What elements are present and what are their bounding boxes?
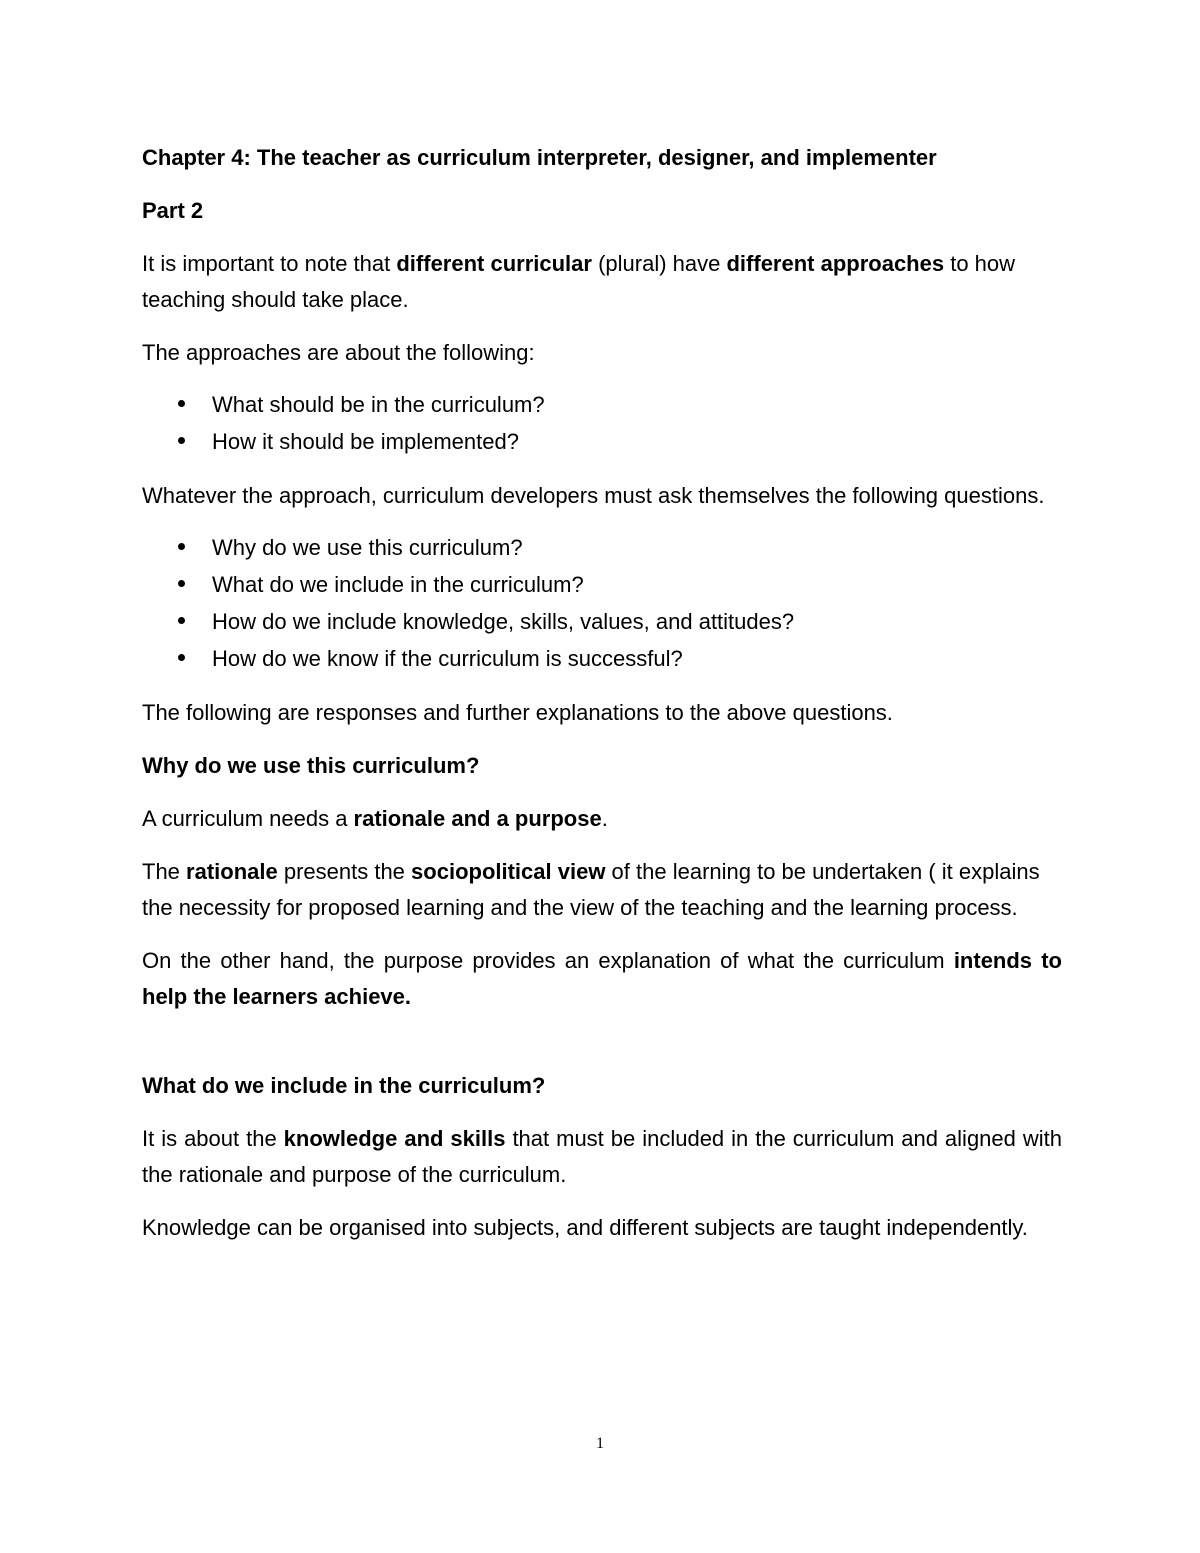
- responses-intro: The following are responses and further explanations to the above questions.: [142, 700, 893, 725]
- list-item: [142, 386, 1062, 423]
- section-heading-what: What do we include in the curriculum?: [142, 1073, 546, 1098]
- list-item-text: What should be in the curriculum?: [212, 392, 545, 417]
- list-item-text: How do we include knowledge, skills, values, and attitudes?: [212, 609, 795, 634]
- bold-run: rationale and a purpose: [353, 806, 602, 831]
- part-heading: Part 2: [142, 198, 204, 223]
- approaches-list: [142, 386, 1062, 460]
- knowledge-skills-paragraph: [142, 1121, 1062, 1193]
- chapter-title: Chapter 4: The teacher as curriculum interpreter, designer, and implementer: [142, 145, 937, 170]
- bullet-icon: [178, 654, 185, 661]
- list-item-text: How do we know if the curriculum is successful?: [212, 646, 683, 671]
- questions-list: [142, 529, 1062, 677]
- page-number: 1: [596, 1435, 604, 1452]
- bullet-icon: [178, 617, 185, 624]
- bold-run: sociopolitical view: [411, 859, 606, 884]
- list-item: [142, 640, 1062, 677]
- text-run: .: [601, 806, 608, 831]
- subjects-paragraph: Knowledge can be organised into subjects, and different subjects are taught independently.: [142, 1215, 1028, 1240]
- list-item: [142, 566, 1062, 603]
- intro-text-3: to how teaching should take place.: [142, 251, 1016, 312]
- rationale-purpose-paragraph: [142, 801, 1062, 837]
- text-run: It is about the: [142, 1126, 284, 1151]
- list-item: [142, 423, 1062, 460]
- bullet-icon: [178, 400, 185, 407]
- intro-bold-2: different approaches: [726, 251, 945, 276]
- intro-paragraph: [142, 246, 1062, 318]
- blank-line: [142, 1032, 1062, 1068]
- bold-run: knowledge and skills: [283, 1126, 506, 1151]
- list-item: [142, 603, 1062, 640]
- text-run: presents the: [277, 859, 412, 884]
- purpose-paragraph: [142, 943, 1062, 1015]
- list-item-text: Why do we use this curriculum?: [212, 535, 523, 560]
- text-run: On the other hand, the purpose provides an explanation of what the curriculum: [142, 948, 954, 973]
- text-run: of the learning to be undertaken ( it explains the necessity for proposed learning and the view of the teaching and the learning process.: [142, 859, 1040, 920]
- list-item-text: What do we include in the curriculum?: [212, 572, 584, 597]
- text-run: The: [142, 859, 187, 884]
- bullet-icon: [178, 437, 185, 444]
- rationale-paragraph: [142, 854, 1062, 926]
- intro-text-2: (plural) have: [591, 251, 727, 276]
- bold-run: intends to help the learners achieve.: [142, 948, 1062, 1009]
- intro-bold-1: different curricular: [396, 251, 592, 276]
- section-heading-why: Why do we use this curriculum?: [142, 753, 480, 778]
- text-run: A curriculum needs a: [142, 806, 354, 831]
- questions-intro: Whatever the approach, curriculum developers must ask themselves the following questions.: [142, 483, 1045, 508]
- bullet-icon: [178, 580, 185, 587]
- approaches-intro: The approaches are about the following:: [142, 340, 535, 365]
- bullet-icon: [178, 543, 185, 550]
- list-item: [142, 529, 1062, 566]
- bold-run: rationale: [186, 859, 278, 884]
- list-item-text: How it should be implemented?: [212, 429, 519, 454]
- intro-text-1: It is important to note that: [142, 251, 397, 276]
- text-run: that must be included in the curriculum and aligned with the rationale and purpose of the curriculum.: [142, 1126, 1062, 1187]
- document-page: [142, 140, 1062, 1263]
